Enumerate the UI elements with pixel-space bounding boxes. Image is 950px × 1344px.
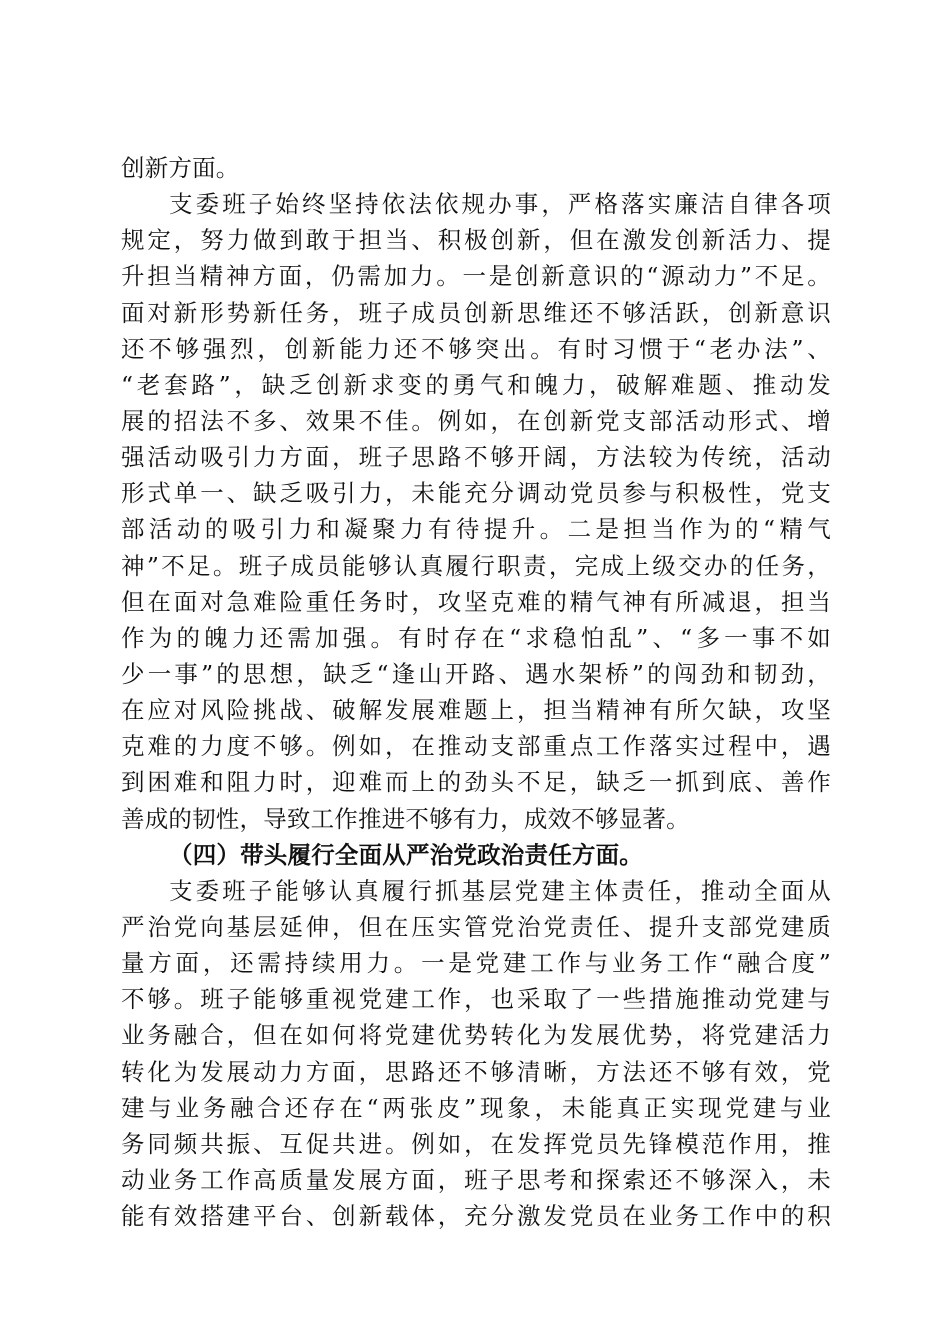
text-line: 升担当精神方面，仍需加力。一是创新意识的“源动力”不足。	[121, 262, 831, 291]
text-line: 动业务工作高质量发展方面，班子思考和探索还不够深入，未	[121, 1165, 831, 1194]
document-body	[121, 150, 831, 1234]
text-line: 能有效搭建平台、创新载体，充分激发党员在业务工作中的积	[121, 1202, 831, 1231]
text-line: 面对新形势新任务，班子成员创新思维还不够活跃，创新意识	[121, 298, 831, 327]
text-line: 转化为发展动力方面，思路还不够清晰，方法还不够有效，党	[121, 1057, 831, 1086]
text-line: 还不够强烈，创新能力还不够突出。有时习惯于“老办法”、	[121, 334, 831, 363]
text-line: 神”不足。班子成员能够认真履行职责，完成上级交办的任务，	[121, 551, 831, 580]
text-line: 务同频共振、互促共进。例如，在发挥党员先锋模范作用，推	[121, 1129, 831, 1158]
text-line: 形式单一、缺乏吸引力，未能充分调动党员参与积极性，党支	[121, 479, 831, 508]
text-line: 建与业务融合还存在“两张皮”现象，未能真正实现党建与业	[121, 1093, 831, 1122]
text-line: 创新方面。	[121, 154, 240, 182]
text-line: 但在面对急难险重任务时，攻坚克难的精气神有所减退，担当	[121, 587, 831, 616]
text-line: 克难的力度不够。例如，在推动支部重点工作落实过程中，遇	[121, 732, 831, 761]
text-line: 作为的魄力还需加强。有时存在“求稳怕乱”、“多一事不如	[121, 623, 831, 652]
text-line: 少一事”的思想，缺乏“逢山开路、遇水架桥”的闯劲和韧劲，	[121, 659, 831, 688]
text-line: 到困难和阻力时，迎难而上的劲头不足，缺乏一抓到底、善作	[121, 768, 831, 797]
text-line: 不够。班子能够重视党建工作，也采取了一些措施推动党建与	[121, 985, 831, 1014]
text-line: 严治党向基层延伸，但在压实管党治党责任、提升支部党建质	[121, 912, 831, 941]
text-line: 强活动吸引力方面，班子思路不够开阔，方法较为传统，活动	[121, 443, 831, 472]
section-heading: （四）带头履行全面从严治党政治责任方面。	[169, 840, 643, 869]
text-line: 规定，努力做到敢于担当、积极创新，但在激发创新活力、提	[121, 226, 831, 255]
text-line: 支委班子能够认真履行抓基层党建主体责任，推动全面从	[169, 876, 831, 905]
text-line: 业务融合，但在如何将党建优势转化为发展优势，将党建活力	[121, 1021, 831, 1050]
text-line: 支委班子始终坚持依法依规办事，严格落实廉洁自律各项	[169, 190, 831, 219]
text-line: 善成的韧性，导致工作推进不够有力，成效不够显著。	[121, 804, 690, 833]
text-line: 量方面，还需持续用力。一是党建工作与业务工作“融合度”	[121, 949, 831, 978]
text-line: “老套路”，缺乏创新求变的勇气和魄力，破解难题、推动发	[121, 370, 831, 399]
text-line: 部活动的吸引力和凝聚力有待提升。二是担当作为的“精气	[121, 515, 831, 544]
text-line: 在应对风险挑战、破解发展难题上，担当精神有所欠缺，攻坚	[121, 696, 831, 725]
text-line: 展的招法不多、效果不佳。例如，在创新党支部活动形式、增	[121, 406, 831, 435]
